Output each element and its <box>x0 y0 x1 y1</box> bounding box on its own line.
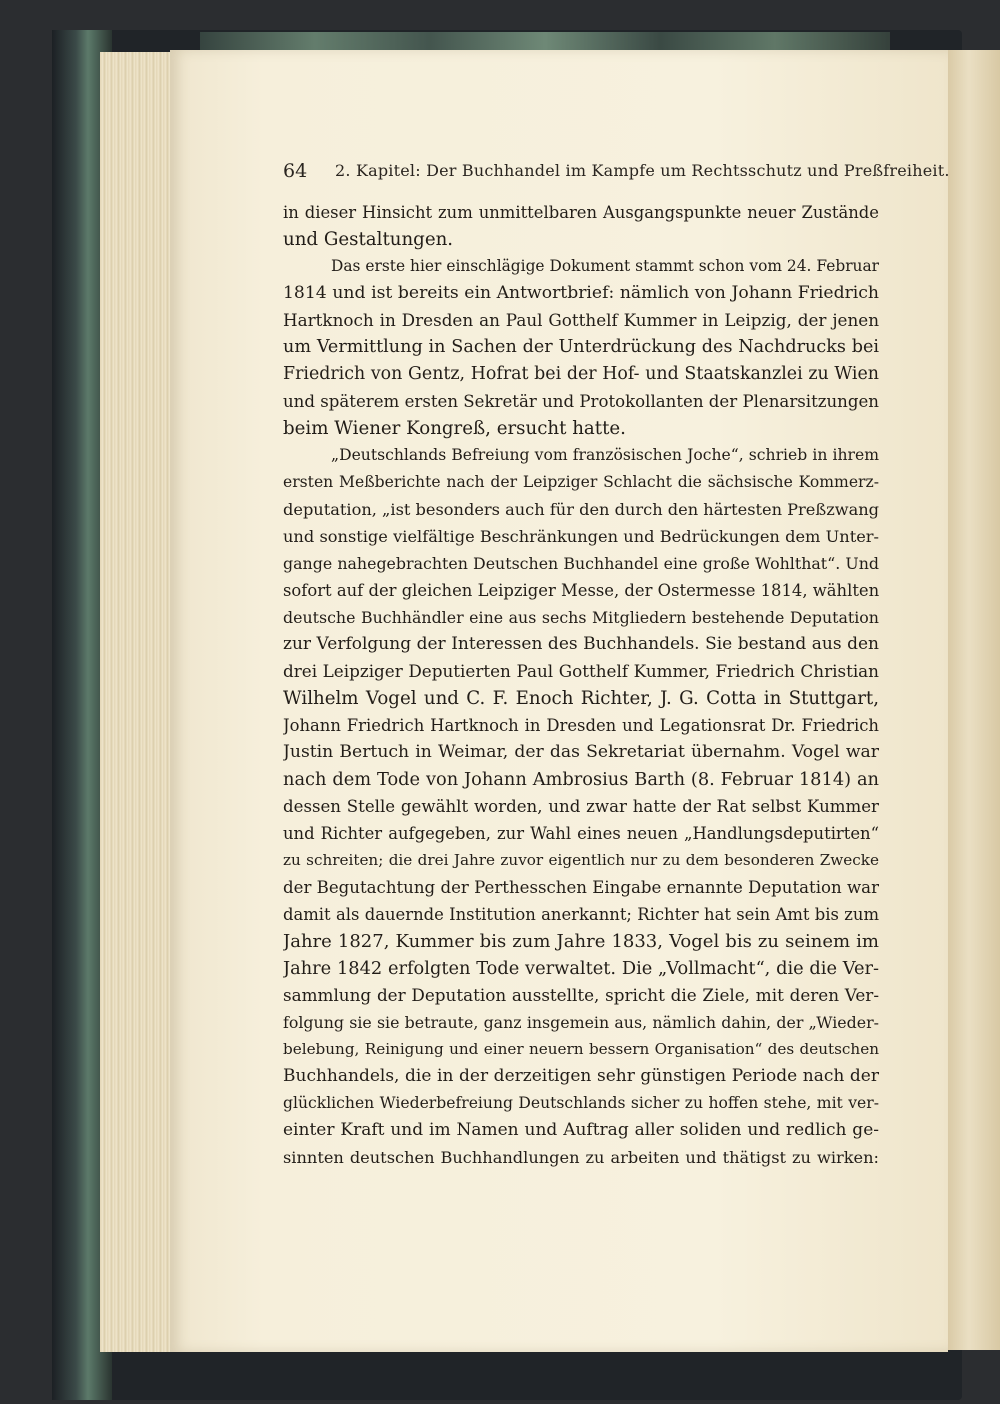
page-stack-edge <box>100 52 180 1352</box>
text-line: der Begutachtung der Perthesschen Eingabe ernannte Deputation war <box>283 878 879 897</box>
text-line: sammlung der Deputation ausstellte, spricht die Ziele, mit deren Ver- <box>283 985 879 1005</box>
text-line: ersten Meßberichte nach der Leipziger Schlacht die sächsische Kommerz- <box>283 473 879 491</box>
text-line: drei Leipziger Deputierten Paul Gotthelf Kummer, Friedrich Christian <box>283 661 879 681</box>
text-line: sinnten deutschen Buchhandlungen zu arbeiten und thätigst zu wirken: <box>283 1148 879 1167</box>
text-line: damit als dauernde Institution anerkannt; Richter hat sein Amt bis zum <box>283 905 879 924</box>
text-line: 1814 und ist bereits ein Antwortbrief: nämlich von Johann Friedrich <box>283 283 879 303</box>
text-line: Johann Friedrich Hartknoch in Dresden und Legationsrat Dr. Friedrich <box>283 716 879 735</box>
text-line: Friedrich von Gentz, Hofrat bei der Hof- und Staatskanzlei zu Wien <box>283 364 879 384</box>
text-line: sofort auf der gleichen Leipziger Messe, der Ostermesse 1814, wählten <box>283 581 879 600</box>
text-line: zur Verfolgung der Interessen des Buchhandels. Sie bestand aus den <box>283 634 879 654</box>
text-line: Buchhandels, die in der derzeitigen sehr günstigen Periode nach der <box>283 1066 879 1086</box>
text-line: in dieser Hinsicht zum unmittelbaren Ausgangspunkte neuer Zustände <box>283 203 879 222</box>
text-line: nach dem Tode von Johann Ambrosius Barth (8. Februar 1814) an <box>283 769 879 790</box>
text-line: folgung sie sie betraute, ganz insgemein aus, nämlich dahin, der „Wieder- <box>283 1013 879 1032</box>
text-line: und späterem ersten Sekretär und Protokollanten der Plenarsitzungen <box>283 392 879 411</box>
text-line: glücklichen Wiederbefreiung Deutschlands sicher zu hoffen stehe, mit ver- <box>283 1094 879 1112</box>
text-line: und sonstige vielfältige Beschränkungen und Bedrückungen dem Unter- <box>283 527 879 546</box>
text-line: belebung, Reinigung und einer neuern bessern Organisation“ des deutschen <box>283 1040 879 1058</box>
text-line: deutsche Buchhändler eine aus sechs Mitgliedern bestehende Deputation <box>283 608 879 627</box>
text-line: dessen Stelle gewählt worden, und zwar hatte der Rat selbst Kummer <box>283 797 879 816</box>
text-line: Jahre 1842 erfolgten Tode verwaltet. Die „Vollmacht“, die die Ver- <box>283 958 879 979</box>
text-line: Wilhelm Vogel und C. F. Enoch Richter, J. G. Cotta in Stuttgart, <box>283 688 879 709</box>
text-line: um Vermittlung in Sachen der Unterdrückung des Nachdrucks bei <box>283 337 879 357</box>
text-line: einter Kraft und im Namen und Auftrag aller soliden und redlich ge- <box>283 1120 879 1140</box>
text-line: Justin Bertuch in Weimar, der das Sekretariat übernahm. Vogel war <box>283 742 879 762</box>
page-number: 64 <box>283 160 308 182</box>
text-line: deputation, „ist besonders auch für den durch den härtesten Preßzwang <box>283 500 879 519</box>
text-line: Das erste hier einschlägige Dokument stammt schon vom 24. Februar <box>331 257 879 275</box>
running-title: 2. Kapitel: Der Buchhandel im Kampfe um Rechtsschutz und Preßfreiheit. <box>335 161 950 180</box>
text-line: gange nahegebrachten Deutschen Buchhandel eine große Wohlthat“. Und <box>283 554 879 573</box>
text-line: zu schreiten; die drei Jahre zuvor eigentlich nur zu dem besonderen Zwecke <box>283 851 879 869</box>
text-line: „Deutschlands Befreiung vom französischen Joche“, schrieb in ihrem <box>331 446 879 464</box>
text-line: Hartknoch in Dresden an Paul Gotthelf Kummer in Leipzig, der jenen <box>283 310 879 330</box>
body-text <box>283 199 879 1171</box>
facing-page-edge <box>945 50 1000 1350</box>
text-line: Jahre 1827, Kummer bis zum Jahre 1833, Vogel bis zu seinem im <box>283 931 879 952</box>
text-line: und Gestaltungen. <box>283 229 454 250</box>
text-line: und Richter aufgegeben, zur Wahl eines neuen „Handlungsdeputirten“ <box>283 824 879 843</box>
text-line: beim Wiener Kongreß, ersucht hatte. <box>283 418 626 439</box>
